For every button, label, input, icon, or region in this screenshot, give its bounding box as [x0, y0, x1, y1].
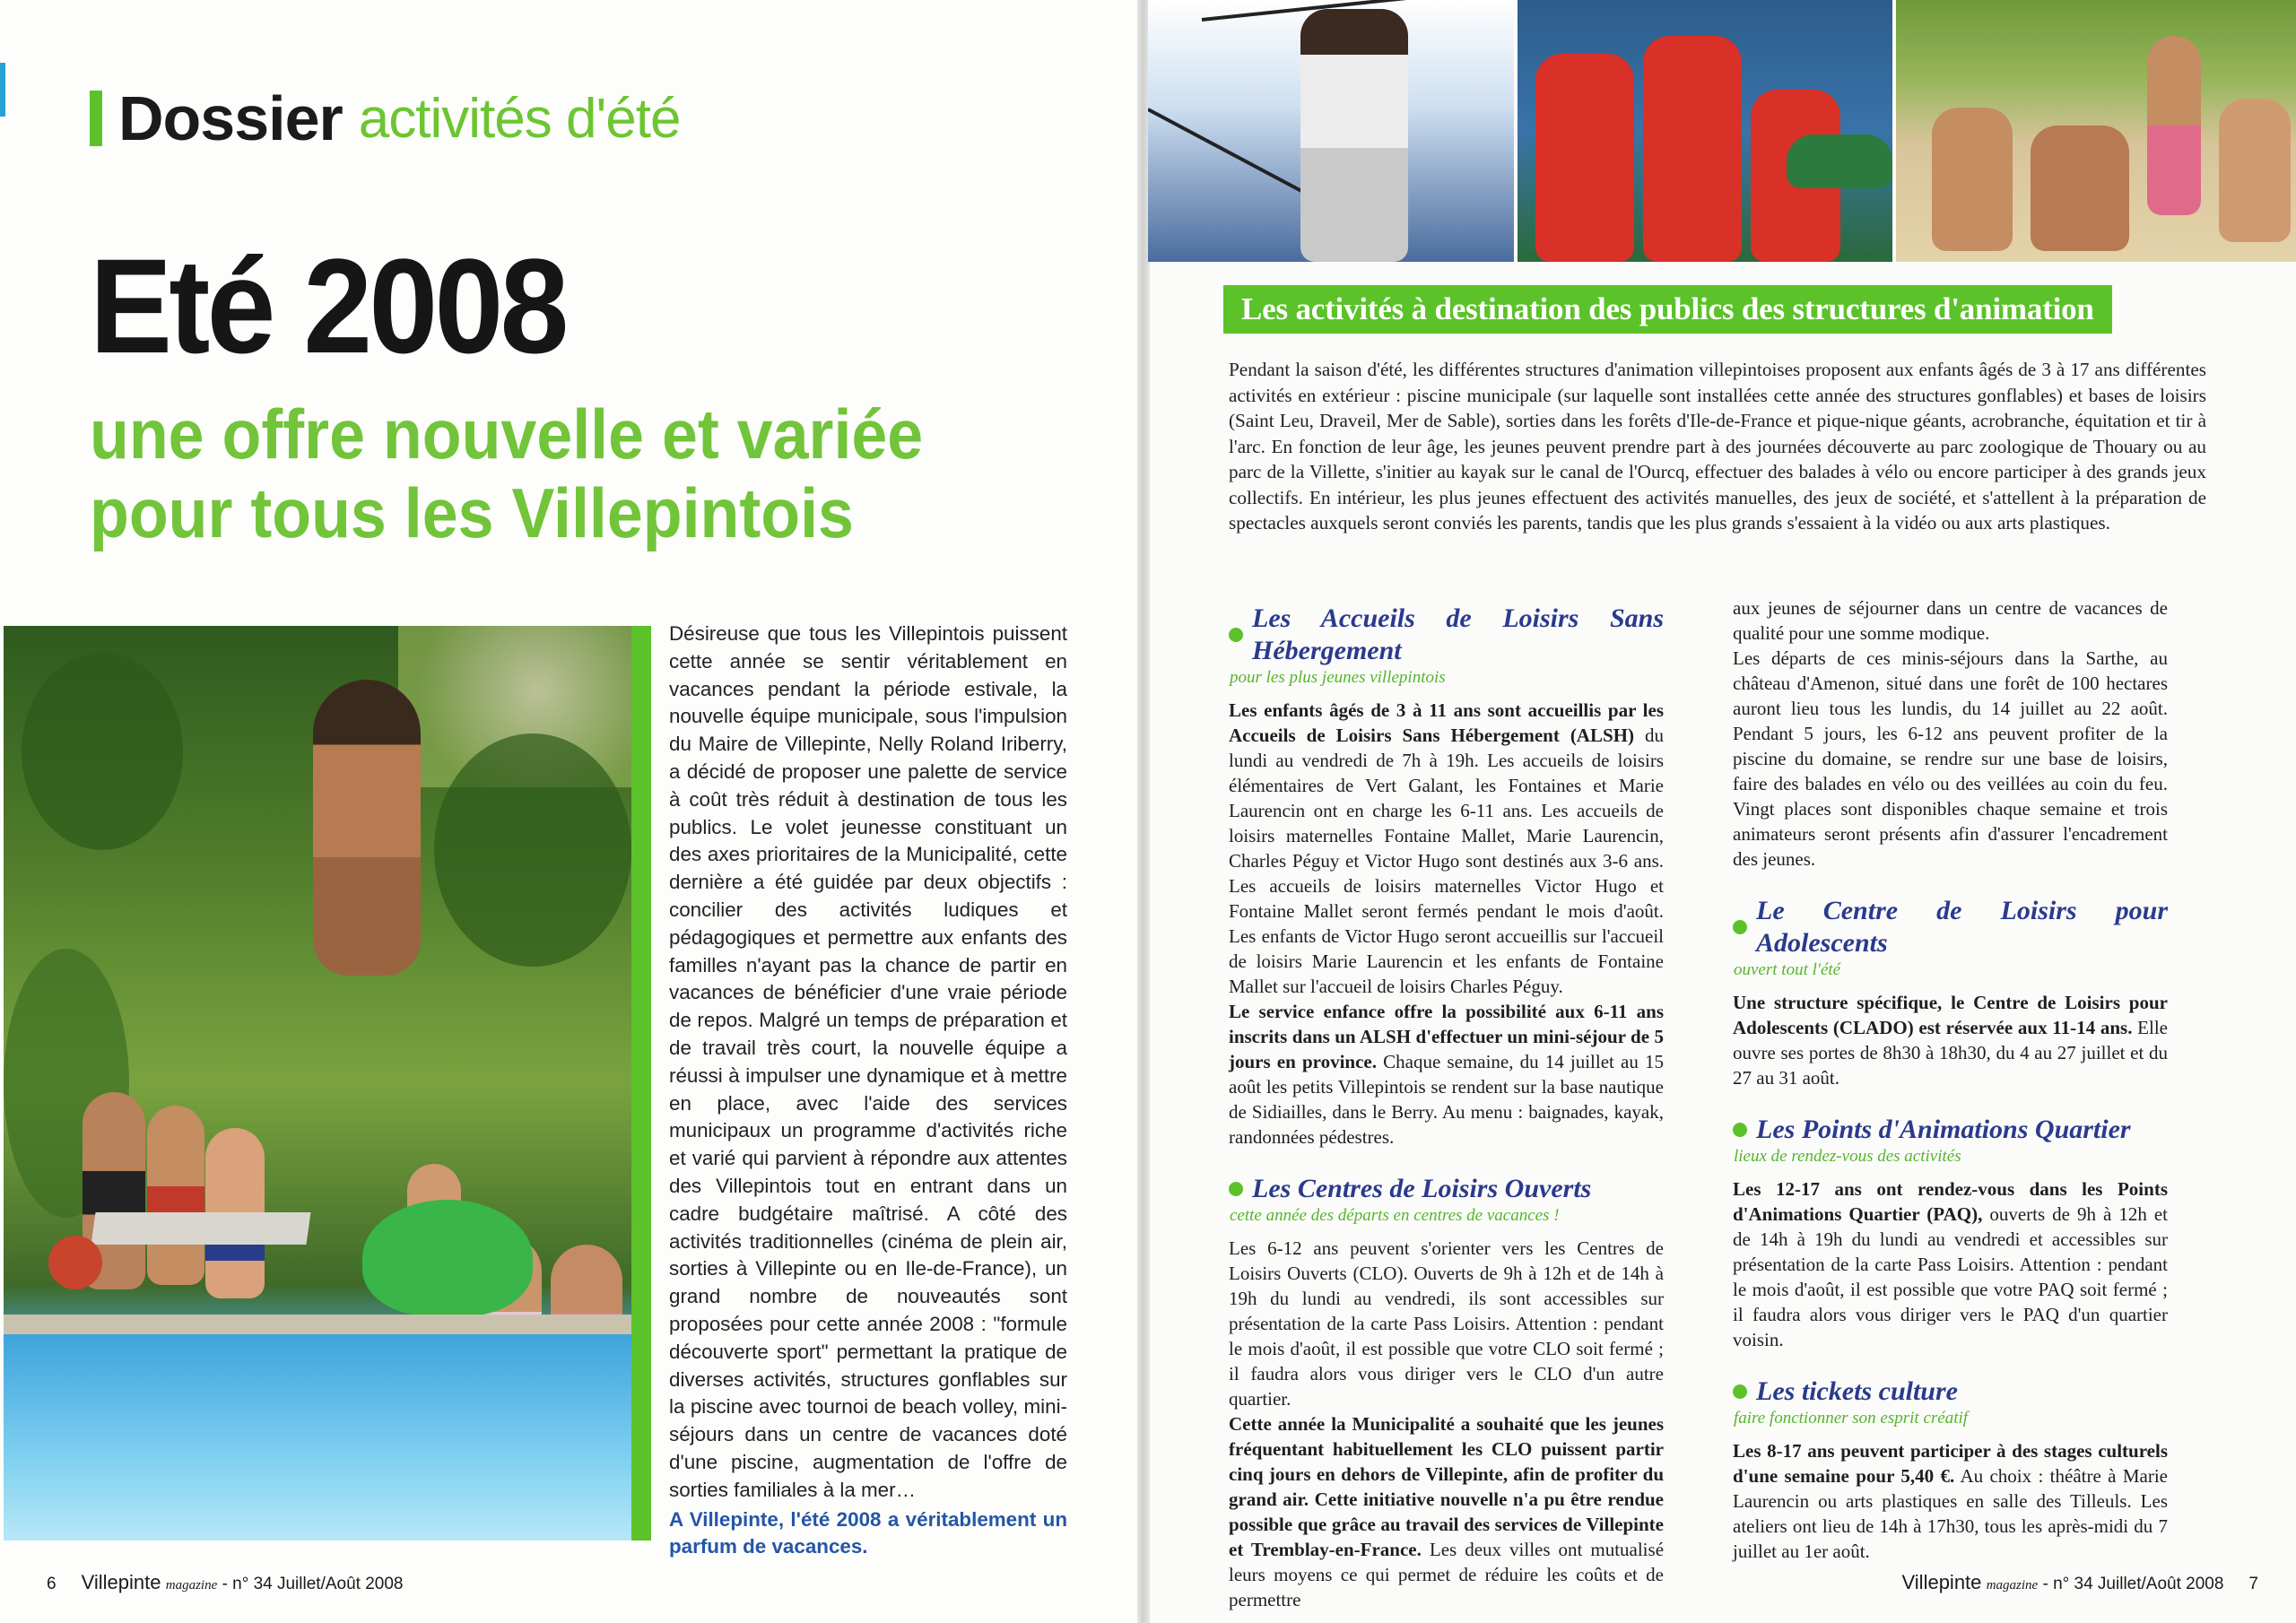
- clado-title: Le Centre de Loisirs pour Adolescents: [1733, 895, 2168, 959]
- alsh-paragraph-1: Les enfants âgés de 3 à 11 ans sont accueillis par les Accueils de Loisirs Sans Hébergement (ALSH) du lundi au vendredi de 7h à 19h. Les accueils de loisirs élémentaires de Vert Galant, les Fontaines et Marie Laurencin ont en charge les 6-11 ans. Les accueils de loisirs maternelles Fontaine Mallet, Marie Laurencin, Charles Péguy et Victor Hugo sont destinés aux 3-6 ans. Les accueils de loisirs maternelles Victor Hugo et Fontaine Mallet seront fermés pendant le mois d'août. Les enfants de Victor Hugo seront accueillis sur l'accueil de loisirs Marie Laurencin et les enfants de Fontaine Mallet sur l'accueil de loisirs Charles Péguy.: [1229, 699, 1665, 997]
- climbing-photo: [1148, 0, 1514, 262]
- page-number: 6: [47, 1575, 57, 1593]
- accent-bar: [631, 626, 651, 1541]
- subtitle-line-2: pour tous les Villepintois: [90, 473, 854, 552]
- alsh-title: Les Accueils de Loisirs Sans Hébergement: [1229, 603, 1664, 667]
- section-header: Les activités à destination des publics des structures d'animation: [1223, 285, 2112, 334]
- magazine-credit: Villepinte magazine - n° 34 Juillet/Août 2008: [81, 1571, 404, 1593]
- clo-title: Les Centres de Loisirs Ouverts: [1229, 1173, 1664, 1205]
- intro-article: [669, 621, 1067, 1561]
- boat-photo: [1518, 0, 1892, 262]
- clado-tagline: ouvert tout l'été: [1734, 960, 1841, 979]
- clo-continued: aux jeunes de séjourner dans un centre de vacances de qualité pour une somme modique.: [1733, 597, 2168, 644]
- culture-paragraph: Les 8-17 ans peuvent participer à des stages culturels d'une semaine pour 5,40 €. Au choix : théâtre à Marie Laurencin ou arts plastiques en salle des Tilleuls. Les ateliers ont lieu de 14h à 17h30, tous les après-midi du 7 juillet au 1er août.: [1733, 1440, 2168, 1562]
- magazine-credit: Villepinte magazine - n° 34 Juillet/Août 2008: [1901, 1571, 2224, 1593]
- footer-left: [47, 1571, 403, 1594]
- column-2: [1733, 595, 2168, 1564]
- column-1: [1229, 595, 1664, 1612]
- alsh-tagline: pour les plus jeunes villepintois: [1230, 668, 1446, 687]
- bullet-icon: [1733, 1123, 1747, 1137]
- clo-tagline: cette année des départs en centres de vacances !: [1230, 1206, 1560, 1225]
- paq-tagline: lieux de rendez-vous des activités: [1734, 1147, 1961, 1166]
- section-label: [90, 82, 681, 154]
- alsh-paragraph-2: Le service enfance offre la possibilité aux 6-11 ans inscrits dans un ALSH d'effectuer un mini-séjour de 5 jours en province. Chaque semaine, du 14 juillet au 15 août les petits Villepintois se rendent sur la base nautique de Sidiailles, dans le Berry. Au menu : baignades, kayak, randonnées pédestres.: [1229, 1001, 1664, 1148]
- jumping-girl: [313, 680, 421, 976]
- clo-section: [1229, 1173, 1664, 1612]
- bullet-icon: [1229, 1182, 1243, 1196]
- section-label-main: Dossier: [118, 83, 343, 153]
- clo-continued-2: Les départs de ces minis-séjours dans la Sarthe, au château d'Amenon, situé dans une forêt de 100 hectares auront lieu tous les lundis, du 14 juillet au 22 août. Pendant 5 jours, les 6-12 ans peuvent profiter de la piscine du domaine, se rendre sur une base de loisirs, faire des balades en vélo ou des veillées au coin du feu. Vingt places sont disponibles chaque semaine et trois animateurs seront présents afin d'assurer l'encadrement des jeunes.: [1733, 647, 2168, 870]
- intro-text: Désireuse que tous les Villepintois puissent cette année se sentir véritablement en vacances pendant la période estivale, la nouvelle équipe municipale, sous l'impulsion du Maire de Villepinte, Nelly Roland Iriberry, a décidé de proposer une palette de service à coût très réduit à destination de tous les publics. Le volet jeunesse constituant un des axes prioritaires de la Municipalité, cette dernière a été guidée par deux objectifs : concilier des activités ludiques et pédagogiques et permettre aux enfants des familles n'ayant pas la chance de partir en vacances de bénéficier d'une vraie période de repos. Malgré un temps de préparation et de travail très court, la nouvelle équipe a réussi à impulser une dynamique et à mettre en place, avec l'aide des services municipaux un programme d'activités riche et varié qui parvient à répondre aux attentes des Villepintois tout en entrant dans un cadre budgétaire maîtrisé. A côté des activités traditionnelles (cinéma de plein air, sorties à Villepinte ou en Ile-de-France), un grand nombre de nouveautés sont proposées pour cette année 2008 : "formule découverte sport" permettant la pratique de diverses activités, structures gonflables sur la piscine avec tournoi de beach volley, mini-séjours dans un centre de vacances doté d'une piscine, augmentation de l'offre de sorties familiales à la mer…: [669, 622, 1067, 1501]
- section-label-sub: activités d'été: [358, 87, 681, 150]
- lead-paragraph: Pendant la saison d'été, les différentes structures d'animation villepintoises proposent aux enfants âgés de 3 à 17 ans différentes activités en extérieur : piscine municipale (sur laquelle sont installées cette année des structures gonflables) et bases de loisirs (Saint Leu, Draveil, Mer de Sable), sorties dans les forêts d'Ile-de-France et pique-nique géants, acrobranche, équitation et tir à l'arc. En fonction de leur âge, les jeunes peuvent prendre part à des journées découverte au parc zoologique de Thouary ou au parc de la Villette, s'initier au kayak sur le canal de l'Ourcq, effectuer des balades à vélo ou encore participer à des grands jeux collectifs. En intérieur, les plus jeunes effectuent des activités manuelles, des jeux de société, et s'attellent à la préparation de spectacles auxquels seront conviés les parents, tandis que les plus grands s'essaient à la vidéo ou aux arts plastiques.: [1229, 359, 2206, 534]
- page-number: 7: [2248, 1575, 2258, 1593]
- culture-tagline: faire fonctionner son esprit créatif: [1734, 1409, 1969, 1428]
- clo-paragraph-1: Les 6-12 ans peuvent s'orienter vers les Centres de Loisirs Ouverts (CLO). Ouverts de 9h à 12h et de 14h à 19h du lundi au vendredi, ils sont accessibles sur présentation de la carte Pass Loisirs. Attention : pendant le mois d'août, il est possible que votre CLO soit fermé ; il faudra alors vous diriger vers le CLO d'un autre quartier.: [1229, 1237, 1664, 1410]
- page-subtitle: [90, 395, 997, 552]
- paq-section: [1733, 1114, 2168, 1352]
- bullet-icon: [1733, 920, 1747, 934]
- photo-strip: [1148, 0, 2296, 262]
- pool-photo: [4, 626, 631, 1541]
- clado-section: [1733, 895, 2168, 1090]
- intro-conclusion: A Villepinte, l'été 2008 a véritablement un parfum de vacances.: [669, 1507, 1067, 1558]
- page-title: Eté 2008: [90, 230, 566, 381]
- bullet-icon: [1229, 628, 1243, 642]
- bullet-icon: [1733, 1384, 1747, 1399]
- culture-title: Les tickets culture: [1733, 1376, 2168, 1408]
- section-bar: [90, 91, 102, 146]
- page-edge-marker: [0, 63, 5, 117]
- clo-paragraph-2: Cette année la Municipalité a souhaité que les jeunes fréquentant habituellement les CLO puissent partir cinq jours en dehors de Villepinte, afin de profiter du grand air. Cette initiative nouvelle n'a pu être rendue possible que grâce au travail des services de Villepinte et Tremblay-en-France. Les deux villes ont mutualisé leurs moyens ce qui permet de réduire les coûts et de permettre: [1229, 1413, 1665, 1610]
- footer-right: [1902, 1571, 2258, 1594]
- paq-title: Les Points d'Animations Quartier: [1733, 1114, 2168, 1146]
- beach-photo: [1896, 0, 2296, 262]
- paq-paragraph: Les 12-17 ans ont rendez-vous dans les Points d'Animations Quartier (PAQ), ouverts de 9h à 12h et de 14h à 19h du lundi au vendredi et accessibles sur présentation de la carte Pass Loisirs. Attention : pendant le mois d'août, il est possible que votre PAQ soit fermé ; il faudra alors vous diriger vers le PAQ d'un quartier voisin.: [1733, 1178, 2169, 1350]
- clado-paragraph: Une structure spécifique, le Centre de Loisirs pour Adolescents (CLADO) est réservée aux 11-14 ans. Elle ouvre ses portes de 8h30 à 18h30, du 4 au 27 juillet et du 27 au 31 août.: [1733, 992, 2168, 1089]
- alsh-section: [1229, 603, 1664, 1150]
- subtitle-line-1: une offre nouvelle et variée: [90, 395, 924, 473]
- culture-section: [1733, 1376, 2168, 1564]
